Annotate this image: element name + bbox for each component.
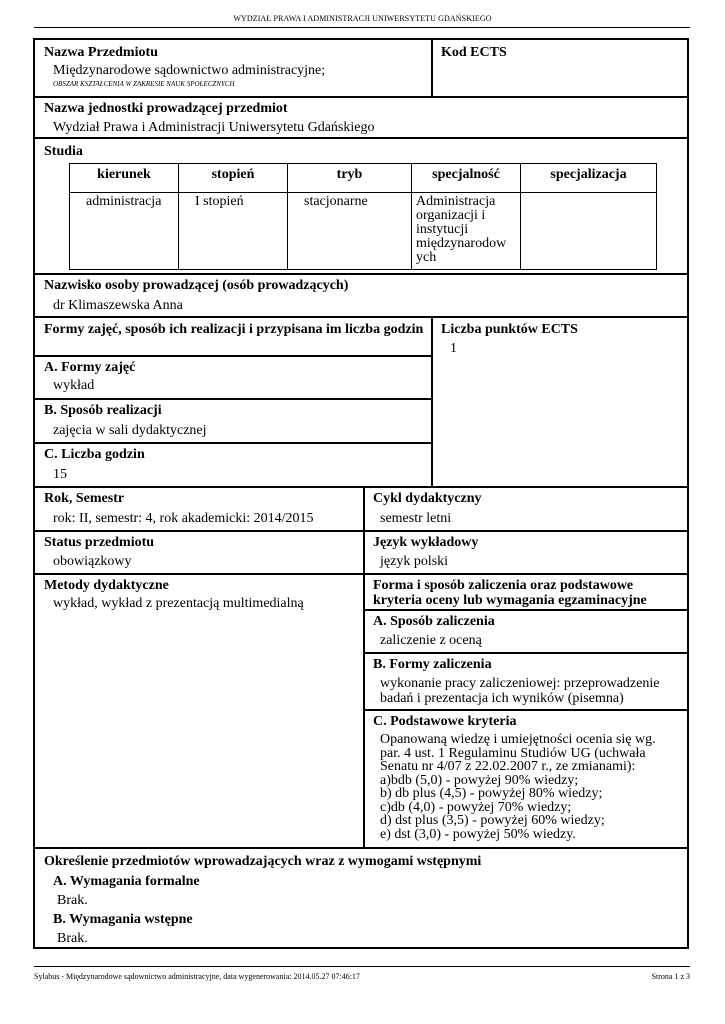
assessment-a-value: zaliczenie z oceną bbox=[380, 633, 482, 648]
subject-area: OBSZAR KSZTAŁCENIA W ZAKRESIE NAUK SPOŁECZNYCH bbox=[53, 80, 235, 88]
divider bbox=[35, 573, 687, 575]
assessment-label: Forma i sposób zaliczenia oraz podstawowe kryteria oceny lub wymagania egzaminacyjne bbox=[373, 578, 647, 608]
criteria-line: a)bdb (5,0) - powyżej 90% wiedzy; bbox=[380, 772, 579, 788]
table-cell: Administracja organizacji i instytucji międzynarodow ych bbox=[412, 193, 521, 270]
forms-a-label: A. Formy zajęć bbox=[44, 360, 136, 375]
divider bbox=[35, 530, 687, 532]
divider bbox=[365, 652, 687, 654]
column-header: tryb bbox=[288, 164, 412, 193]
lecturer-label: Nazwisko osoby prowadzącej (osób prowadzących) bbox=[44, 278, 349, 293]
ects-points-label: Liczba punktów ECTS bbox=[441, 322, 578, 337]
forms-c-value: 15 bbox=[53, 467, 67, 482]
table-header-row bbox=[70, 164, 657, 193]
column-header: kierunek bbox=[70, 164, 179, 193]
methods-value: wykład, wykład z prezentacją multimedialną bbox=[53, 596, 304, 611]
forms-b-value: zajęcia w sali dydaktycznej bbox=[53, 423, 207, 438]
lecturer-value: dr Klimaszewska Anna bbox=[53, 298, 183, 313]
footer-text: Sylabus - Międzynarodowe sądownictwo administracyjne, data wygenerowania: 2014.05.27 07:46:17 bbox=[34, 972, 360, 981]
divider bbox=[35, 486, 687, 488]
prereq-b-value: Brak. bbox=[57, 931, 88, 946]
status-label: Status przedmiotu bbox=[44, 535, 155, 550]
subject-name: Międzynarodowe sądownictwo administracyjne; bbox=[53, 63, 326, 78]
status-value: obowiązkowy bbox=[53, 554, 132, 569]
unit-label: Nazwa jednostki prowadzącej przedmiot bbox=[44, 101, 288, 116]
subject-name-label: Nazwa Przedmiotu bbox=[44, 45, 158, 60]
divider bbox=[431, 316, 433, 488]
forms-label: Formy zajęć, sposób ich realizacji i przypisana im liczba godzin bbox=[44, 322, 424, 337]
column-header: specjalizacja bbox=[521, 164, 657, 193]
divider bbox=[365, 609, 687, 611]
forms-c-label: C. Liczba godzin bbox=[44, 447, 145, 462]
prereq-a-value: Brak. bbox=[57, 893, 88, 908]
prereq-a-label: A. Wymagania formalne bbox=[53, 874, 200, 889]
page-header: WYDZIAŁ PRAWA I ADMINISTRACJI UNIWERSYTETU GDAŃSKIEGO bbox=[233, 14, 492, 23]
table-cell bbox=[521, 193, 657, 270]
divider bbox=[35, 96, 687, 98]
divider bbox=[363, 486, 365, 849]
assessment-c-label: C. Podstawowe kryteria bbox=[373, 714, 517, 729]
divider bbox=[35, 273, 687, 275]
cycle-value: semestr letni bbox=[380, 511, 452, 526]
forms-b-label: B. Sposób realizacji bbox=[44, 403, 162, 418]
divider bbox=[35, 398, 431, 400]
prereq-label: Określenie przedmiotów wprowadzających wraz z wymogami wstępnymi bbox=[44, 854, 482, 869]
column-header: stopień bbox=[179, 164, 288, 193]
unit-value: Wydział Prawa i Administracji Uniwersytetu Gdańskiego bbox=[53, 120, 375, 135]
prereq-b-label: B. Wymagania wstępne bbox=[53, 912, 193, 927]
syllabus-form bbox=[33, 38, 689, 949]
forms-a-value: wykład bbox=[53, 378, 95, 393]
divider bbox=[35, 316, 687, 318]
year-semester-value: rok: II, semestr: 4, rok akademicki: 2014/2015 bbox=[53, 511, 314, 526]
table-row bbox=[70, 193, 657, 270]
divider bbox=[35, 847, 687, 849]
criteria-line: e) dst (3,0) - powyżej 50% wiedzy. bbox=[380, 826, 576, 842]
assessment-b-value: wykonanie pracy zaliczeniowej: przeprowadzenie badań i prezentacja ich wyników (pisemna) bbox=[380, 676, 660, 706]
criteria-line: b) db plus (4,5) - powyżej 80% wiedzy; bbox=[380, 786, 603, 801]
assessment-a-label: A. Sposób zaliczenia bbox=[373, 614, 495, 629]
studies-table bbox=[69, 163, 657, 270]
footer-divider bbox=[34, 966, 690, 967]
criteria-line: par. 4 ust. 1 Regulaminu Studiów UG (uchwała bbox=[380, 745, 646, 761]
header-divider bbox=[34, 27, 690, 28]
divider bbox=[431, 40, 433, 98]
language-value: język polski bbox=[380, 554, 449, 569]
criteria-line: c)db (4,0) - powyżej 70% wiedzy; bbox=[380, 799, 572, 815]
assessment-c-criteria bbox=[380, 733, 685, 841]
ects-points-value: 1 bbox=[450, 341, 457, 356]
cycle-label: Cykl dydaktyczny bbox=[373, 491, 482, 506]
criteria-line: Senatu nr 4/07 z 22.02.2007 r., ze zmianami): bbox=[380, 759, 636, 774]
column-header: specjalność bbox=[412, 164, 521, 193]
page-footer bbox=[34, 972, 690, 981]
page-number: Strona 1 z 3 bbox=[651, 972, 690, 981]
table-cell: stacjonarne bbox=[288, 193, 412, 270]
divider bbox=[365, 709, 687, 711]
language-label: Język wykładowy bbox=[373, 535, 479, 550]
table-cell: I stopień bbox=[179, 193, 288, 270]
methods-label: Metody dydaktyczne bbox=[44, 578, 169, 593]
year-semester-label: Rok, Semestr bbox=[44, 491, 125, 506]
studies-label: Studia bbox=[44, 144, 83, 159]
assessment-b-label: B. Formy zaliczenia bbox=[373, 657, 492, 672]
divider bbox=[35, 355, 431, 357]
criteria-line: d) dst plus (3,5) - powyżej 60% wiedzy; bbox=[380, 813, 605, 828]
divider bbox=[35, 137, 687, 139]
table-cell: administracja bbox=[70, 193, 179, 270]
divider bbox=[35, 442, 431, 444]
ects-code-label: Kod ECTS bbox=[441, 45, 507, 60]
criteria-line: Opanowaną wiedzę i umiejętności ocenia się wg. bbox=[380, 732, 656, 747]
